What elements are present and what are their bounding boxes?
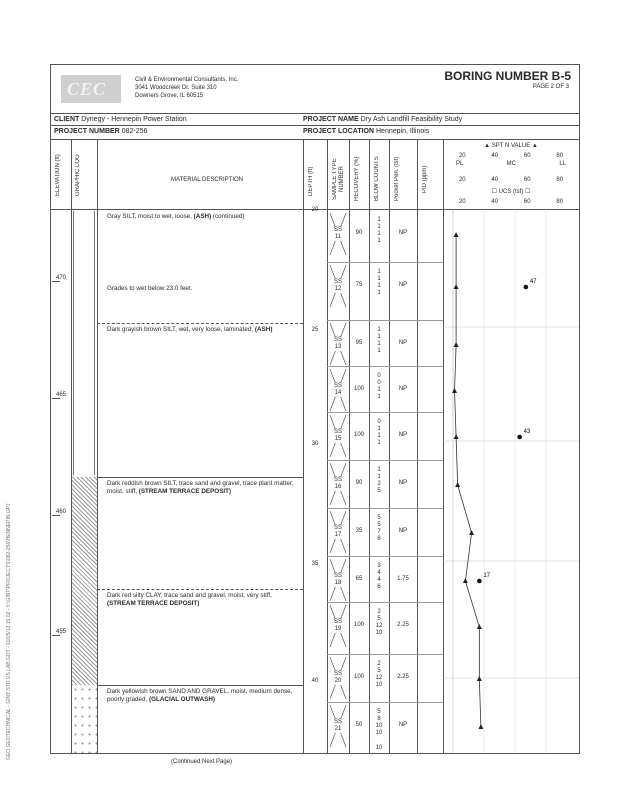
material-header: MATERIAL DESCRIPTION xyxy=(170,177,243,183)
sample-id: SS 20 xyxy=(331,671,345,685)
graphic-log-header: GRAPHIC LOG xyxy=(75,154,81,196)
sample-id: SS 15 xyxy=(331,429,345,443)
blow-counts: 1 1 1 1 xyxy=(377,327,381,354)
pocket-pen-value: NP xyxy=(398,528,408,534)
layer-description: Dark red silty CLAY, trace sand and gravel, moist, very stiff, (STREAM TERRACE DEPOSIT) xyxy=(107,592,272,607)
project-number-row: PROJECT NUMBER 082-256 xyxy=(54,128,148,135)
recovery-value: 100 xyxy=(353,386,364,392)
sample-id: SS 16 xyxy=(331,477,345,491)
graphic-log-gravel xyxy=(72,685,97,753)
pocket-pen-value: NP xyxy=(398,340,408,346)
spt-marker xyxy=(469,530,474,535)
pocket-pen-value: NP xyxy=(398,722,408,728)
moisture-point xyxy=(477,579,482,584)
spt-marker xyxy=(455,482,460,487)
recovery-value: 90 xyxy=(355,230,363,236)
elevation-mark: 455 xyxy=(55,629,66,635)
spt-title: ▲ SPT N VALUE ▲ xyxy=(484,143,538,149)
pocket-pen-value: NP xyxy=(398,386,408,392)
sample-header: SAMPLE TYPE NUMBER xyxy=(332,158,345,200)
depth-mark: 30 xyxy=(311,441,319,447)
recovery-value: 90 xyxy=(355,480,363,486)
depth-mark: 20 xyxy=(311,207,319,213)
pocket-pen-value: 2.25 xyxy=(397,674,409,680)
sample-id: SS 14 xyxy=(331,383,345,397)
blow-counts: 3 4 4 6 xyxy=(377,563,381,590)
spt-plot xyxy=(443,209,579,753)
pocket-pen-value: NP xyxy=(398,230,408,236)
elevation-mark: 465 xyxy=(55,392,66,398)
plasticity-legend: PL MC LL xyxy=(456,161,566,167)
layer-description: Gray SILT, moist to wet, loose, (ASH) (continued) xyxy=(107,213,245,220)
continued-note: (Continued Next Page) xyxy=(171,759,233,765)
elevation-mark: 460 xyxy=(55,509,66,515)
spt-marker xyxy=(454,342,459,347)
spt-scale-2: 20 40 60 80 xyxy=(458,177,564,183)
blow-counts: 1 1 1 1 xyxy=(377,217,381,244)
recovery-header: RECOVERY (%) xyxy=(354,156,360,202)
sample-id: SS 18 xyxy=(331,573,345,587)
sample-id: SS 13 xyxy=(331,337,345,351)
elevation-mark: 470 xyxy=(55,275,66,281)
recovery-value: 65 xyxy=(355,576,363,582)
blow-counts: 1 1 1 1 xyxy=(377,269,381,296)
pocket-pen-value: 1.75 xyxy=(397,576,409,582)
project-location-row: PROJECT LOCATION Hennepin, Illinois xyxy=(303,128,430,135)
client-row: CLIENT Dynegy - Hennepin Power Station xyxy=(54,116,187,123)
recovery-value: 50 xyxy=(355,722,363,728)
pocket-pen-value: NP xyxy=(398,480,408,486)
spt-scale-1: 20 40 60 80 xyxy=(458,153,564,159)
moisture-label: 43 xyxy=(523,429,531,435)
spt-marker xyxy=(454,284,459,289)
sample-id: SS 19 xyxy=(331,619,345,633)
graphic-log-silt-clay xyxy=(72,477,97,685)
recovery-value: 100 xyxy=(353,622,364,628)
moisture-label: 17 xyxy=(483,573,491,579)
blows-header: BLOW COUNTS xyxy=(374,156,380,202)
recovery-value: 35 xyxy=(355,528,363,534)
layer-note: Grades to wet below 23.0 feet. xyxy=(107,285,193,292)
project-name-row: PROJECT NAME Dry Ash Landfill Feasibility Study xyxy=(303,116,463,123)
moisture-label: 47 xyxy=(529,279,537,285)
side-file-path: GEO GEOTECHNICAL - GINT STD US LAB.GDT - 10/25/12 15:02 - Y:\GINT\PROJECTS\082-256\HENNEPIN.GPJ xyxy=(6,503,12,760)
blow-counts: 0 0 1 1 xyxy=(377,373,381,400)
recovery-value: 75 xyxy=(355,282,363,288)
depth-mark: 35 xyxy=(311,561,319,567)
pocket-pen-value: NP xyxy=(398,432,408,438)
pid-header: PID (ppm) xyxy=(422,165,428,193)
blow-count: 10 xyxy=(375,745,383,751)
recovery-value: 100 xyxy=(353,432,364,438)
spt-marker xyxy=(477,676,482,681)
sample-id: SS 17 xyxy=(331,525,345,539)
depth-header: DEPTH (ft) xyxy=(308,166,314,196)
pocket-pen-value: 2.25 xyxy=(397,622,409,628)
recovery-value: 100 xyxy=(353,674,364,680)
blow-counts: 1 1 2 5 xyxy=(377,467,381,494)
layer-description: Dark yellowish brown SAND AND GRAVEL, moist, medium dense, poorly graded, (GLACIAL OUTWASH) xyxy=(107,688,293,703)
ucs-legend: ☐ UCS (tsf) ☐ xyxy=(491,189,531,195)
blow-counts: 2 5 12 10 xyxy=(375,609,383,636)
graphic-log-ash xyxy=(73,211,95,475)
sample-id: SS 21 xyxy=(331,719,345,733)
depth-mark: 40 xyxy=(311,678,319,684)
boring-log-page xyxy=(50,64,580,765)
spt-marker xyxy=(463,578,468,583)
spt-marker xyxy=(477,624,482,629)
blow-counts: 2 5 12 10 xyxy=(375,661,383,688)
pocket-pen-header: Pocket Pen. (tsf) xyxy=(394,156,400,202)
company-logo: CEC xyxy=(61,75,121,103)
depth-mark: 25 xyxy=(311,327,319,333)
company-address-2: Downers Grove, IL 60515 xyxy=(135,93,204,99)
elevation-header: ELEVATION (ft) xyxy=(55,154,61,196)
company-address-1: 3041 Woodcreek Dr. Suite 310 xyxy=(135,85,217,91)
moisture-point xyxy=(524,285,529,290)
blow-counts: 5 8 10 10 xyxy=(375,709,383,736)
layer-description: Dark grayish brown SILT, wet, very loose, laminated, (ASH) xyxy=(107,326,273,333)
page-title: BORING NUMBER B-5 xyxy=(444,69,571,83)
recovery-value: 95 xyxy=(355,340,363,346)
sample-id: SS 12 xyxy=(331,279,345,293)
page-number: PAGE 2 OF 3 xyxy=(532,84,569,90)
layer-description: Dark reddish brown SILT, trace sand and gravel, trace plant matter, moist, stiff, (STREAM TERRACE DEPOSIT) xyxy=(107,480,294,495)
spt-marker xyxy=(454,232,459,237)
spt-scale-3: 20 40 60 80 xyxy=(458,199,564,205)
spt-marker xyxy=(478,724,483,729)
moisture-point xyxy=(517,435,522,440)
blow-counts: 0 1 1 1 xyxy=(377,419,381,446)
company-name: Civil & Environmental Consultants, Inc. xyxy=(135,77,239,83)
blow-counts: 5 5 7 8 xyxy=(377,515,381,542)
spt-marker xyxy=(454,434,459,439)
sample-id: SS 11 xyxy=(331,227,345,241)
pocket-pen-value: NP xyxy=(398,282,408,288)
